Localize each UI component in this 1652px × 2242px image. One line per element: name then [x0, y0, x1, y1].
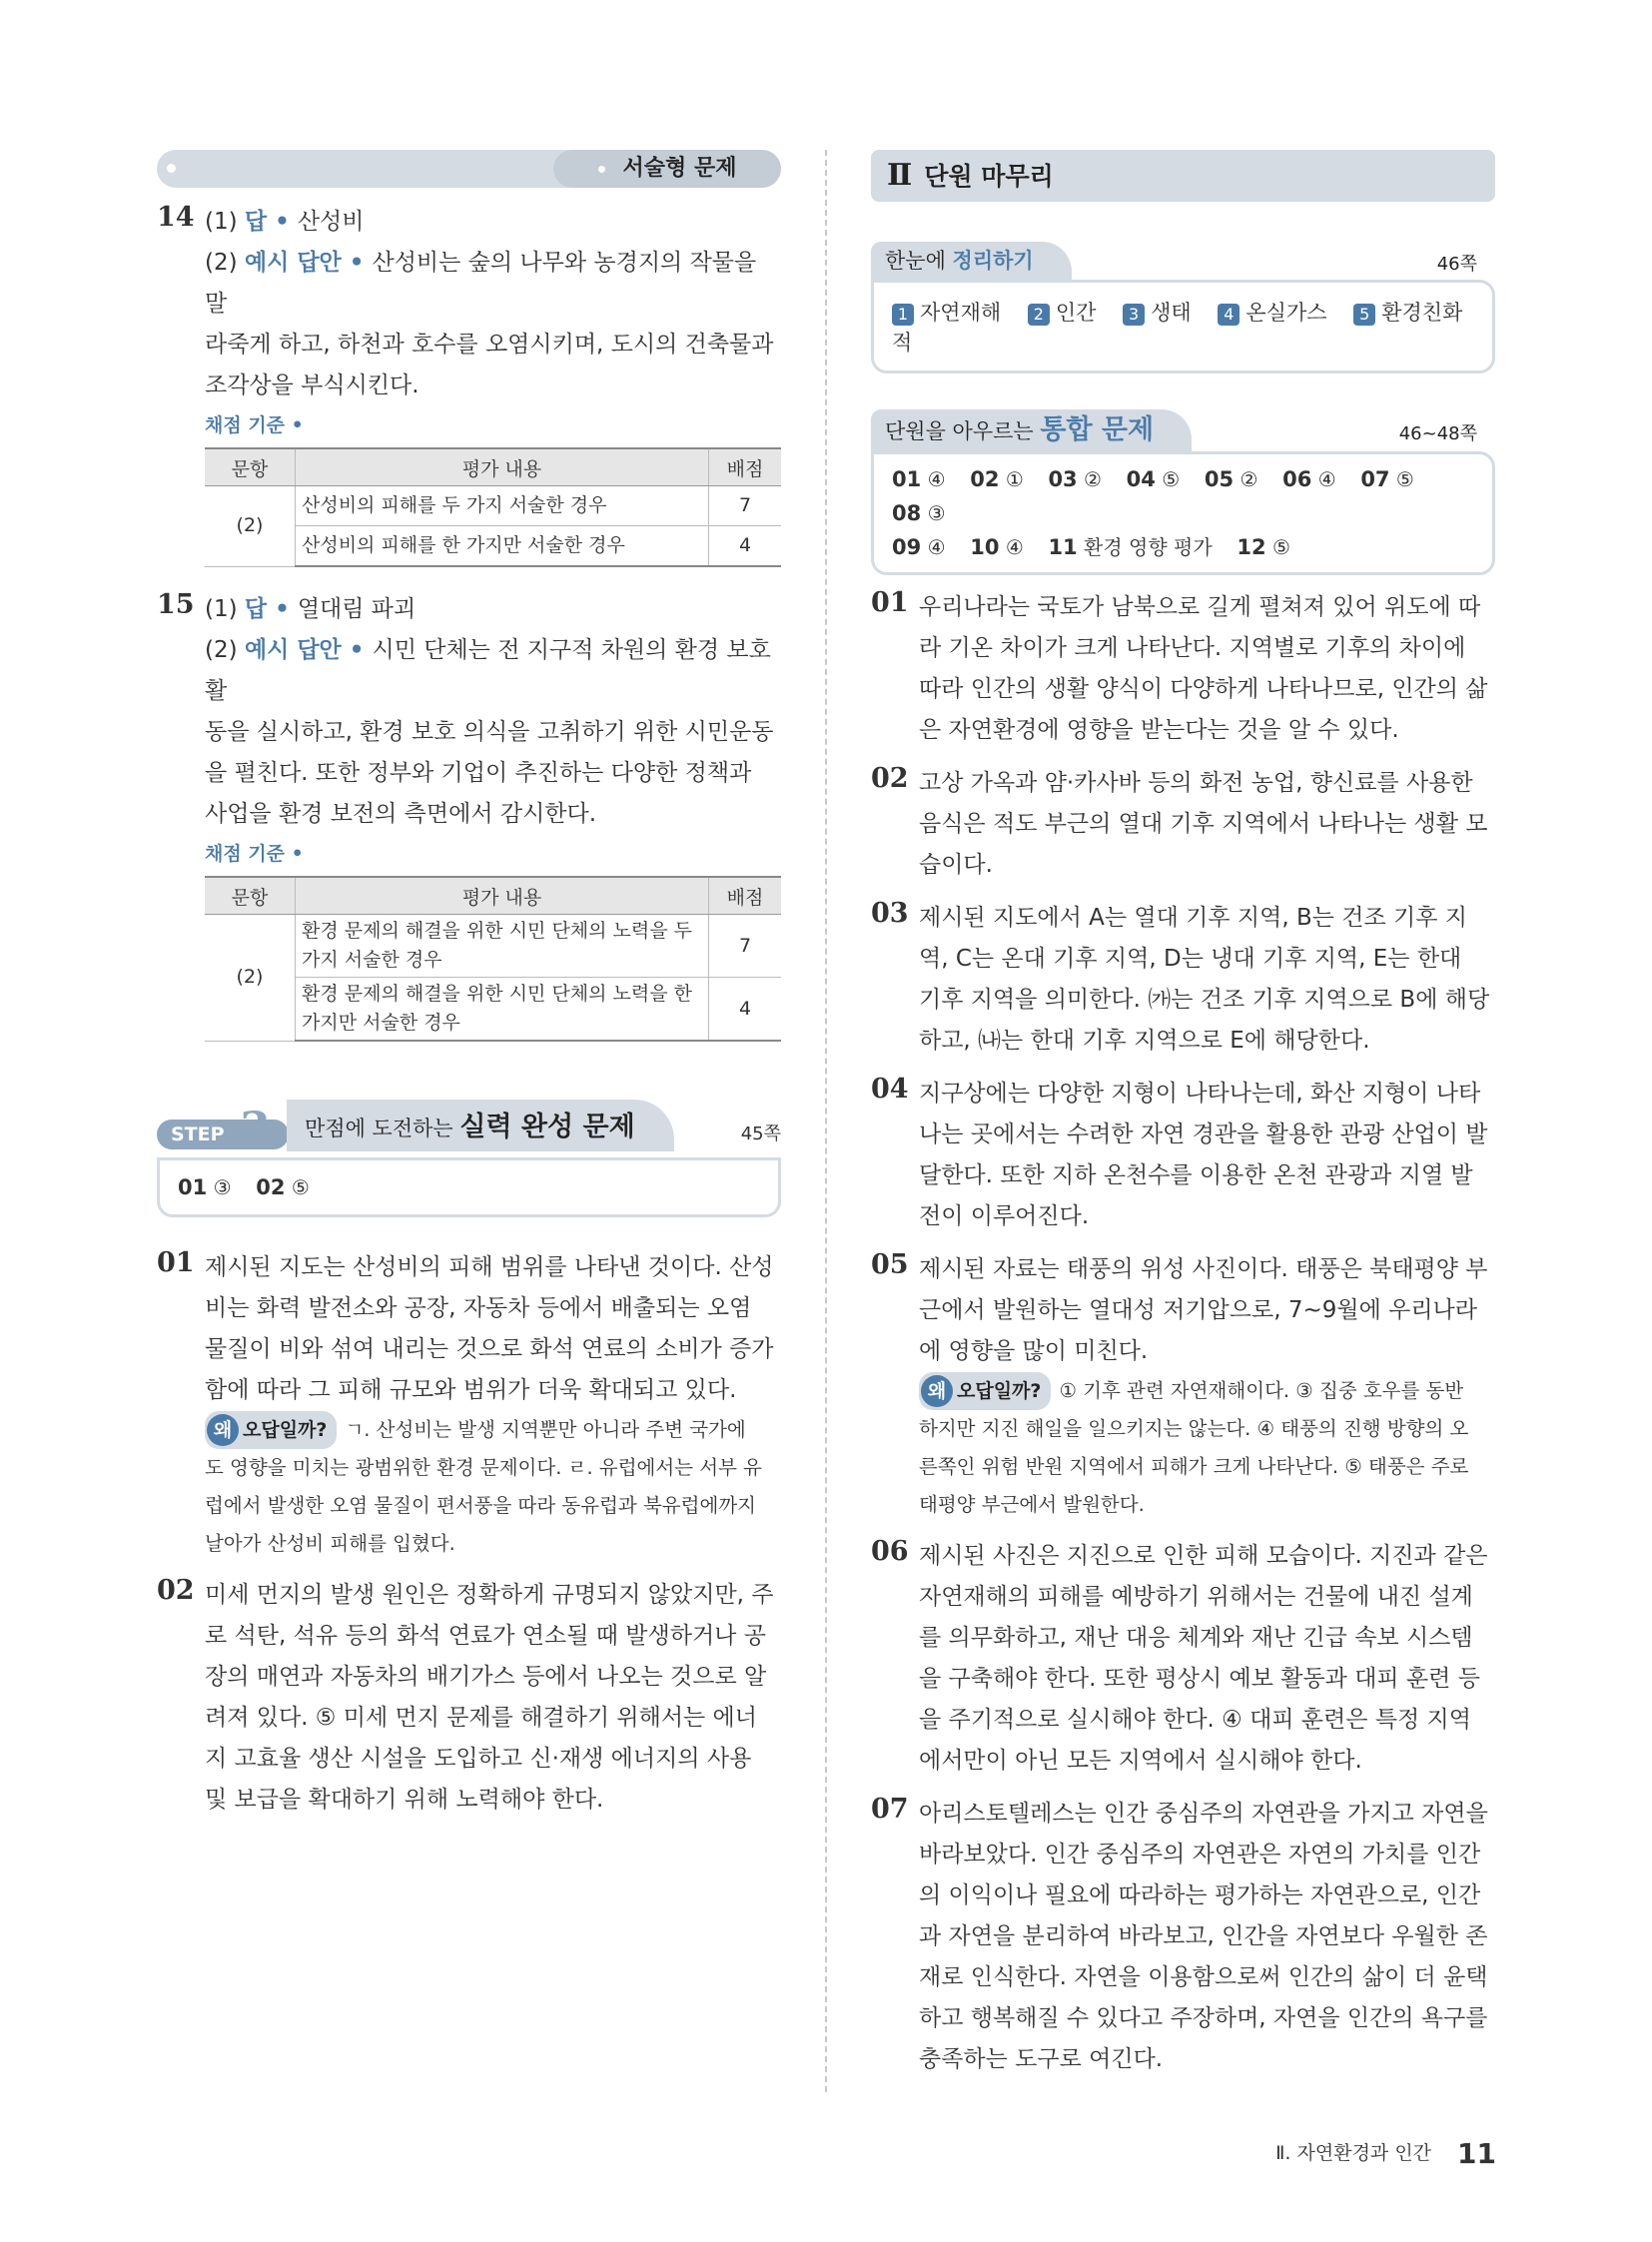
explanation-line: 근에서 발원하는 열대성 저기압으로, 7~9월에 우리나라 [919, 1297, 1477, 1323]
summary-item: 2 인간 [1028, 301, 1097, 325]
question-number: 07 [871, 1794, 909, 1825]
integrated-head: 단원을 아우르는 통합 문제 46~48쪽 [871, 409, 1495, 451]
explanation-line: 제시된 자료는 태풍의 위성 사진이다. 태풍은 북태평양 부 [919, 1256, 1488, 1282]
explanation-line: 은 자연환경에 영향을 받는다는 것을 알 수 있다. [919, 717, 1399, 743]
answer-item: 01 ④ [892, 467, 946, 491]
explanation-line: 에 영향을 많이 미친다. [919, 1338, 1149, 1364]
explanation-03 [871, 898, 1495, 1062]
table-row: (2) 환경 문제의 해결을 위한 시민 단체의 노력을 두 가지 서술한 경우 7 [205, 915, 781, 978]
explanation-line: 충족하는 도구로 여긴다. [919, 2046, 1164, 2072]
answer-item: 07 ⑤ [1360, 467, 1414, 491]
answer-item: 10 ④ [970, 535, 1024, 559]
why-wrong: 왜 오답일까? ㄱ. 산성비는 발생 지역뿐만 아니라 주변 국가에 [205, 1411, 781, 1449]
left-column [157, 150, 781, 1821]
question-number: 01 [871, 587, 909, 618]
question-number: 14 [157, 202, 195, 233]
explanation-01 [871, 587, 1495, 751]
explanation-line: 재로 인식한다. 자연을 이용함으로써 인간의 삶이 더 윤택 [919, 1964, 1488, 1990]
explanation-line: 를 의무화하고, 재난 대응 체계와 재난 긴급 속보 시스템 [919, 1625, 1473, 1651]
step-label: STEP [157, 1120, 289, 1149]
explanation-line: 고상 가옥과 얌·카사바 등의 화전 농업, 향신료를 사용한 [919, 770, 1473, 796]
table-row: 환경 문제의 해결을 위한 시민 단체의 노력을 한 가지만 서술한 경우 4 [205, 978, 781, 1042]
question-number: 02 [157, 1575, 195, 1606]
answer-2-line: (2) 예시 답안 • 산성비는 숲의 나무와 농경지의 작물을 말 [205, 250, 757, 317]
score-table [205, 876, 781, 1042]
explanation-02 [871, 763, 1495, 886]
question-number: 04 [871, 1074, 909, 1105]
explanation-line: 습이다. [919, 852, 993, 878]
unit-title-bar: Ⅱ 단원 마무리 [871, 150, 1495, 202]
answer-item: 08 ③ [892, 501, 946, 525]
table-row: (2) 산성비의 피해를 두 가지 서술한 경우 7 [205, 486, 781, 526]
why-wrong-line: 른쪽인 위험 반원 지역에서 피해가 크게 나타난다. ⑤ 태풍은 주로 [919, 1455, 1469, 1478]
summary-item: 5 환경친화적 [892, 301, 1463, 355]
question-number: 03 [871, 898, 909, 929]
step-answer-box [157, 1157, 781, 1217]
answer-item: 02 ⑤ [256, 1175, 310, 1199]
question-number: 06 [871, 1536, 909, 1567]
explanation-line: 따라 인간의 생활 양식이 다양하게 나타나므로, 인간의 삶 [919, 676, 1488, 702]
explanation-line: 기후 지역을 의미한다. ㈎는 건조 기후 지역으로 B에 해당 [919, 987, 1490, 1013]
explanation-line: 자연재해의 피해를 예방하기 위해서는 건물에 내진 설계 [919, 1584, 1473, 1610]
explanation-line: 역, C는 온대 기후 지역, D는 냉대 기후 지역, E는 한대 [919, 946, 1462, 972]
answer-item: 02 ① [970, 467, 1024, 491]
why-wrong-badge: 왜 오답일까? [205, 1411, 337, 1449]
answer-item: 11 환경 영향 평가 [1048, 535, 1213, 559]
section-tag: 서술형 문제 [553, 150, 781, 188]
answer-row [892, 530, 1474, 564]
answer-row [892, 462, 1474, 530]
chapter-label: Ⅱ. 자연환경과 인간 [1275, 2142, 1432, 2164]
question-number: 02 [871, 763, 909, 794]
explanation-line: 나는 곳에서는 수려한 자연 경관을 활용한 관광 산업이 발 [919, 1121, 1488, 1147]
summary-item: 1 자연재해 [892, 301, 1001, 325]
answer-1: (1) 답 • 산성비 [205, 209, 365, 235]
answer-2-line: 라죽게 하고, 하천과 호수를 오염시키며, 도시의 건축물과 [205, 332, 774, 358]
integrated-section [871, 409, 1495, 575]
answer-2-line: 동을 실시하고, 환경 보호 의식을 고취하기 위한 시민운동 [205, 719, 774, 745]
why-wrong-line: 태평양 부근에서 발원한다. [919, 1493, 1145, 1516]
criteria-label: 채점 기준 • [205, 843, 304, 865]
answer-item: 03 ② [1048, 467, 1102, 491]
summary-item: 3 생태 [1123, 301, 1192, 325]
table-header-row: 문항 평가 내용 배점 [205, 877, 781, 915]
step-header [157, 1100, 781, 1157]
summary-item: 4 온실가스 [1218, 301, 1326, 325]
answer-item: 09 ④ [892, 535, 946, 559]
why-wrong-badge: 왜 오답일까? [919, 1372, 1051, 1410]
explanation-line: 하고, ㈏는 한대 기후 지역으로 E에 해당한다. [919, 1028, 1370, 1054]
explanation-line: 을 주기적으로 실시해야 한다. ④ 대피 훈련은 특정 지역 [919, 1707, 1471, 1733]
section-bar [157, 150, 781, 188]
answer-item: 04 ⑤ [1126, 467, 1181, 491]
explanation-01: 01 제시된 지도는 산성비의 피해 범위를 나타낸 것이다. 산성 비는 화력 발전소와 공장, 자동차 등에서 배출되는 오염 물질이 비와 섞여 내리는 것으로 화석 연료의 소비가 증가 함에 따라 그 피해 규모와 범위가 더욱 확대되고 있다. 왜 오답일까? ㄱ. 산성비는 발생 지역뿐만 아니라 주변 국가에 도 영향을 미치는 광범위한 환경 문제이다. ㄹ. 유럽에서는 서부 유 럽에서 발생한 오염 물질이 편서풍을 따라 동유럽과 북유럽에까지 날아가 산성비 피해를 입혔다. [157, 1247, 781, 1563]
page-number: 11 [1457, 2137, 1496, 2170]
explanation-line: 하고 행복해질 수 있다고 주장하며, 자연을 인간의 욕구를 [919, 2005, 1488, 2031]
tag-dot-icon [598, 166, 605, 173]
question-number: 01 [157, 1247, 195, 1278]
explanations-list [871, 587, 1495, 2080]
page-footer [1275, 2137, 1496, 2170]
explanation-line: 달한다. 또한 지하 온천수를 이용한 온천 관광과 지열 발 [919, 1162, 1473, 1188]
why-wrong: 왜 오답일까? ① 기후 관련 자연재해이다. ③ 집중 호우를 동반 [919, 1372, 1495, 1410]
explanation-05 [871, 1249, 1495, 1524]
explanation-line: 을 구축해야 한다. 또한 평상시 예보 활동과 대피 훈련 등 [919, 1666, 1480, 1692]
step-page: 45쪽 [740, 1123, 781, 1144]
bar-dot-icon [167, 164, 176, 173]
question-14 [157, 202, 781, 437]
answer-2-line: 을 펼친다. 또한 정부와 기업이 추진하는 다양한 정책과 [205, 760, 752, 786]
explanation-line: 의 이익이나 필요에 따라하는 평가하는 자연관으로, 인간 [919, 1882, 1481, 1908]
explanation-04 [871, 1074, 1495, 1237]
answer-2-line: (2) 예시 답안 • 시민 단체는 전 지구적 차원의 환경 보호 활 [205, 637, 771, 704]
summary-card [871, 280, 1495, 374]
explanation-line: 지구상에는 다양한 지형이 나타나는데, 화산 지형이 나타 [919, 1081, 1481, 1107]
table-row: 산성비의 피해를 한 가지만 서술한 경우 4 [205, 526, 781, 567]
explanation-line: 제시된 사진은 지진으로 인한 피해 모습이다. 지진과 같은 [919, 1543, 1488, 1569]
explanation-line: 과 자연을 분리하여 바라보고, 인간을 자연보다 우월한 존 [919, 1923, 1488, 1949]
explanation-line: 음식은 적도 부근의 열대 기후 지역에서 나타나는 생활 모 [919, 811, 1488, 837]
explanation-line: 우리나라는 국토가 남북으로 길게 펼쳐져 있어 위도에 따 [919, 594, 1481, 620]
step-number: 3 [240, 1104, 271, 1154]
question-number: 15 [157, 589, 195, 620]
summary-head: 한눈에 정리하기 46쪽 [871, 242, 1495, 280]
explanation-line: 바라보았다. 인간 중심주의 자연관은 자연의 가치를 인간 [919, 1842, 1481, 1868]
criteria-label: 채점 기준 • [205, 414, 304, 436]
answer-item: 01 ③ [178, 1175, 232, 1199]
score-table [205, 447, 781, 567]
summary-section [871, 242, 1495, 374]
answer-1: (1) 답 • 열대림 파괴 [205, 596, 416, 622]
column-divider [825, 150, 827, 2092]
right-column [871, 150, 1495, 2080]
explanation-06 [871, 1536, 1495, 1782]
step-title: 만점에 도전하는 실력 완성 문제 [287, 1100, 674, 1151]
answer-item: 06 ④ [1282, 467, 1336, 491]
explanation-07 [871, 1794, 1495, 2080]
answer-2-line: 사업을 환경 보전의 측면에서 감시한다. [205, 801, 597, 827]
explanation-02: 02 미세 먼지의 발생 원인은 정확하게 규명되지 않았지만, 주 로 석탄, 석유 등의 화석 연료가 연소될 때 발생하거나 공 장의 매연과 자동차의 배기가스 등에서 나오는 것으로 알 려져 있다. ⑤ 미세 먼지 문제를 해결하기 위해서는 에너 지 고효율 생산 시설을 도입하고 신·재생 에너지의 사용 및 보급을 확대하기 위해 노력해야 한다. [157, 1575, 774, 1813]
explanation-line: 에서만이 아닌 모든 지역에서 실시해야 한다. [919, 1748, 1362, 1774]
answer-2-line: 조각상을 부식시킨다. [205, 373, 419, 398]
explanation-line: 아리스토텔레스는 인간 중심주의 자연관을 가지고 자연을 [919, 1801, 1488, 1827]
explanation-line: 제시된 지도에서 A는 열대 기후 지역, B는 건조 기후 지 [919, 905, 1467, 931]
integrated-card [871, 451, 1495, 575]
explanation-line: 전이 이루어진다. [919, 1203, 1090, 1229]
table-header-row: 문항 평가 내용 배점 [205, 448, 781, 486]
why-wrong-line: 하지만 지진 해일을 일으키지는 않는다. ④ 태풍의 진행 방향의 오 [919, 1417, 1469, 1440]
answer-item: 12 ⑤ [1237, 535, 1290, 559]
answer-item: 05 ② [1204, 467, 1258, 491]
question-15 [157, 589, 781, 866]
explanation-line: 라 기온 차이가 크게 나타난다. 지역별로 기후의 차이에 [919, 635, 1466, 661]
question-number: 05 [871, 1249, 909, 1280]
